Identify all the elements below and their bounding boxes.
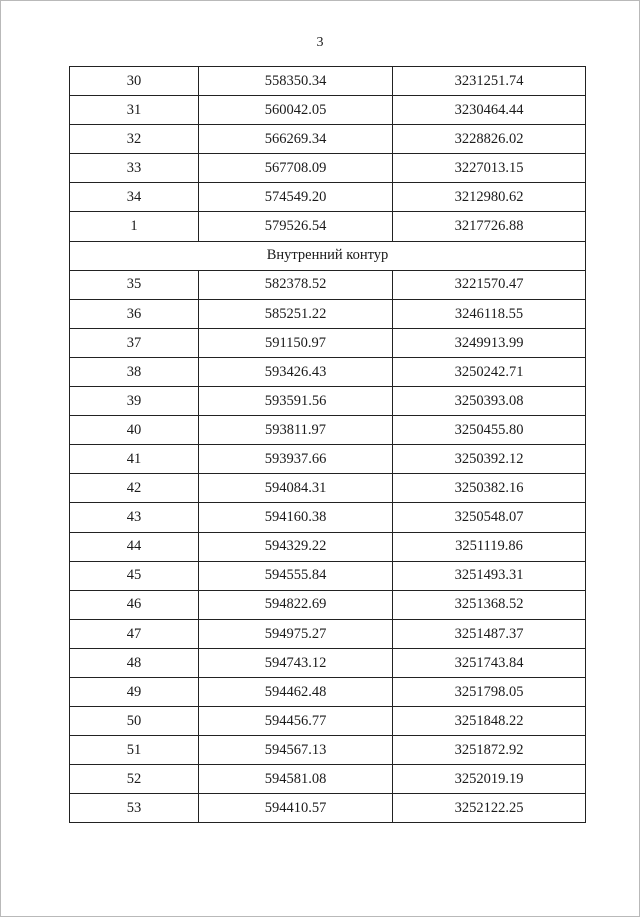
point-number-cell: 53	[70, 794, 199, 823]
point-number-cell: 46	[70, 590, 199, 619]
point-number-cell: 37	[70, 328, 199, 357]
table-row	[70, 416, 586, 445]
point-number-cell: 43	[70, 503, 199, 532]
y-coordinate-cell: 3251743.84	[393, 648, 586, 677]
y-coordinate-cell: 3221570.47	[393, 270, 586, 299]
table-row	[70, 648, 586, 677]
point-number-cell: 35	[70, 270, 199, 299]
y-coordinate-cell: 3250393.08	[393, 387, 586, 416]
y-coordinate-cell: 3228826.02	[393, 125, 586, 154]
x-coordinate-cell: 593937.66	[199, 445, 393, 474]
x-coordinate-cell: 582378.52	[199, 270, 393, 299]
x-coordinate-cell: 574549.20	[199, 183, 393, 212]
table-row	[70, 270, 586, 299]
coordinates-table	[69, 66, 586, 823]
x-coordinate-cell: 594822.69	[199, 590, 393, 619]
x-coordinate-cell: 566269.34	[199, 125, 393, 154]
x-coordinate-cell: 593811.97	[199, 416, 393, 445]
x-coordinate-cell: 594743.12	[199, 648, 393, 677]
table-row	[70, 67, 586, 96]
x-coordinate-cell: 579526.54	[199, 212, 393, 241]
point-number-cell: 30	[70, 67, 199, 96]
y-coordinate-cell: 3251119.86	[393, 532, 586, 561]
point-number-cell: 52	[70, 765, 199, 794]
table-row	[70, 561, 586, 590]
x-coordinate-cell: 594581.08	[199, 765, 393, 794]
coordinates-table-body	[70, 67, 586, 823]
table-row	[70, 503, 586, 532]
table-row	[70, 532, 586, 561]
x-coordinate-cell: 558350.34	[199, 67, 393, 96]
x-coordinate-cell: 591150.97	[199, 328, 393, 357]
point-number-cell: 49	[70, 677, 199, 706]
y-coordinate-cell: 3251798.05	[393, 677, 586, 706]
table-row	[70, 794, 586, 823]
table-row	[70, 445, 586, 474]
point-number-cell: 51	[70, 736, 199, 765]
point-number-cell: 31	[70, 96, 199, 125]
table-row	[70, 736, 586, 765]
y-coordinate-cell: 3251872.92	[393, 736, 586, 765]
point-number-cell: 40	[70, 416, 199, 445]
x-coordinate-cell: 594462.48	[199, 677, 393, 706]
y-coordinate-cell: 3246118.55	[393, 299, 586, 328]
x-coordinate-cell: 594160.38	[199, 503, 393, 532]
y-coordinate-cell: 3250242.71	[393, 357, 586, 386]
y-coordinate-cell: 3250382.16	[393, 474, 586, 503]
point-number-cell: 34	[70, 183, 199, 212]
table-row	[70, 96, 586, 125]
table-row	[70, 183, 586, 212]
point-number-cell: 38	[70, 357, 199, 386]
table-row	[70, 677, 586, 706]
table-row	[70, 590, 586, 619]
y-coordinate-cell: 3230464.44	[393, 96, 586, 125]
x-coordinate-cell: 593426.43	[199, 357, 393, 386]
y-coordinate-cell: 3252122.25	[393, 794, 586, 823]
table-row	[70, 328, 586, 357]
x-coordinate-cell: 594567.13	[199, 736, 393, 765]
y-coordinate-cell: 3212980.62	[393, 183, 586, 212]
point-number-cell: 36	[70, 299, 199, 328]
point-number-cell: 39	[70, 387, 199, 416]
point-number-cell: 48	[70, 648, 199, 677]
table-row	[70, 387, 586, 416]
y-coordinate-cell: 3231251.74	[393, 67, 586, 96]
y-coordinate-cell: 3251487.37	[393, 619, 586, 648]
point-number-cell: 47	[70, 619, 199, 648]
section-label: Внутренний контур	[70, 241, 586, 270]
point-number-cell: 42	[70, 474, 199, 503]
x-coordinate-cell: 594555.84	[199, 561, 393, 590]
y-coordinate-cell: 3251368.52	[393, 590, 586, 619]
y-coordinate-cell: 3251848.22	[393, 707, 586, 736]
page-number: 3	[316, 35, 324, 50]
point-number-cell: 50	[70, 707, 199, 736]
table-row	[70, 619, 586, 648]
point-number-cell: 1	[70, 212, 199, 241]
y-coordinate-cell: 3250548.07	[393, 503, 586, 532]
x-coordinate-cell: 594410.57	[199, 794, 393, 823]
x-coordinate-cell: 594329.22	[199, 532, 393, 561]
y-coordinate-cell: 3251493.31	[393, 561, 586, 590]
point-number-cell: 33	[70, 154, 199, 183]
y-coordinate-cell: 3249913.99	[393, 328, 586, 357]
x-coordinate-cell: 594084.31	[199, 474, 393, 503]
table-row	[70, 765, 586, 794]
table-row	[70, 212, 586, 241]
table-row	[70, 154, 586, 183]
x-coordinate-cell: 593591.56	[199, 387, 393, 416]
table-row	[70, 299, 586, 328]
point-number-cell: 44	[70, 532, 199, 561]
table-row	[70, 474, 586, 503]
point-number-cell: 41	[70, 445, 199, 474]
table-row	[70, 125, 586, 154]
x-coordinate-cell: 560042.05	[199, 96, 393, 125]
x-coordinate-cell: 594975.27	[199, 619, 393, 648]
y-coordinate-cell: 3250392.12	[393, 445, 586, 474]
table-row	[70, 357, 586, 386]
x-coordinate-cell: 594456.77	[199, 707, 393, 736]
x-coordinate-cell: 585251.22	[199, 299, 393, 328]
y-coordinate-cell: 3252019.19	[393, 765, 586, 794]
y-coordinate-cell: 3227013.15	[393, 154, 586, 183]
y-coordinate-cell: 3217726.88	[393, 212, 586, 241]
y-coordinate-cell: 3250455.80	[393, 416, 586, 445]
point-number-cell: 45	[70, 561, 199, 590]
point-number-cell: 32	[70, 125, 199, 154]
x-coordinate-cell: 567708.09	[199, 154, 393, 183]
section-row	[70, 241, 586, 270]
table-row	[70, 707, 586, 736]
